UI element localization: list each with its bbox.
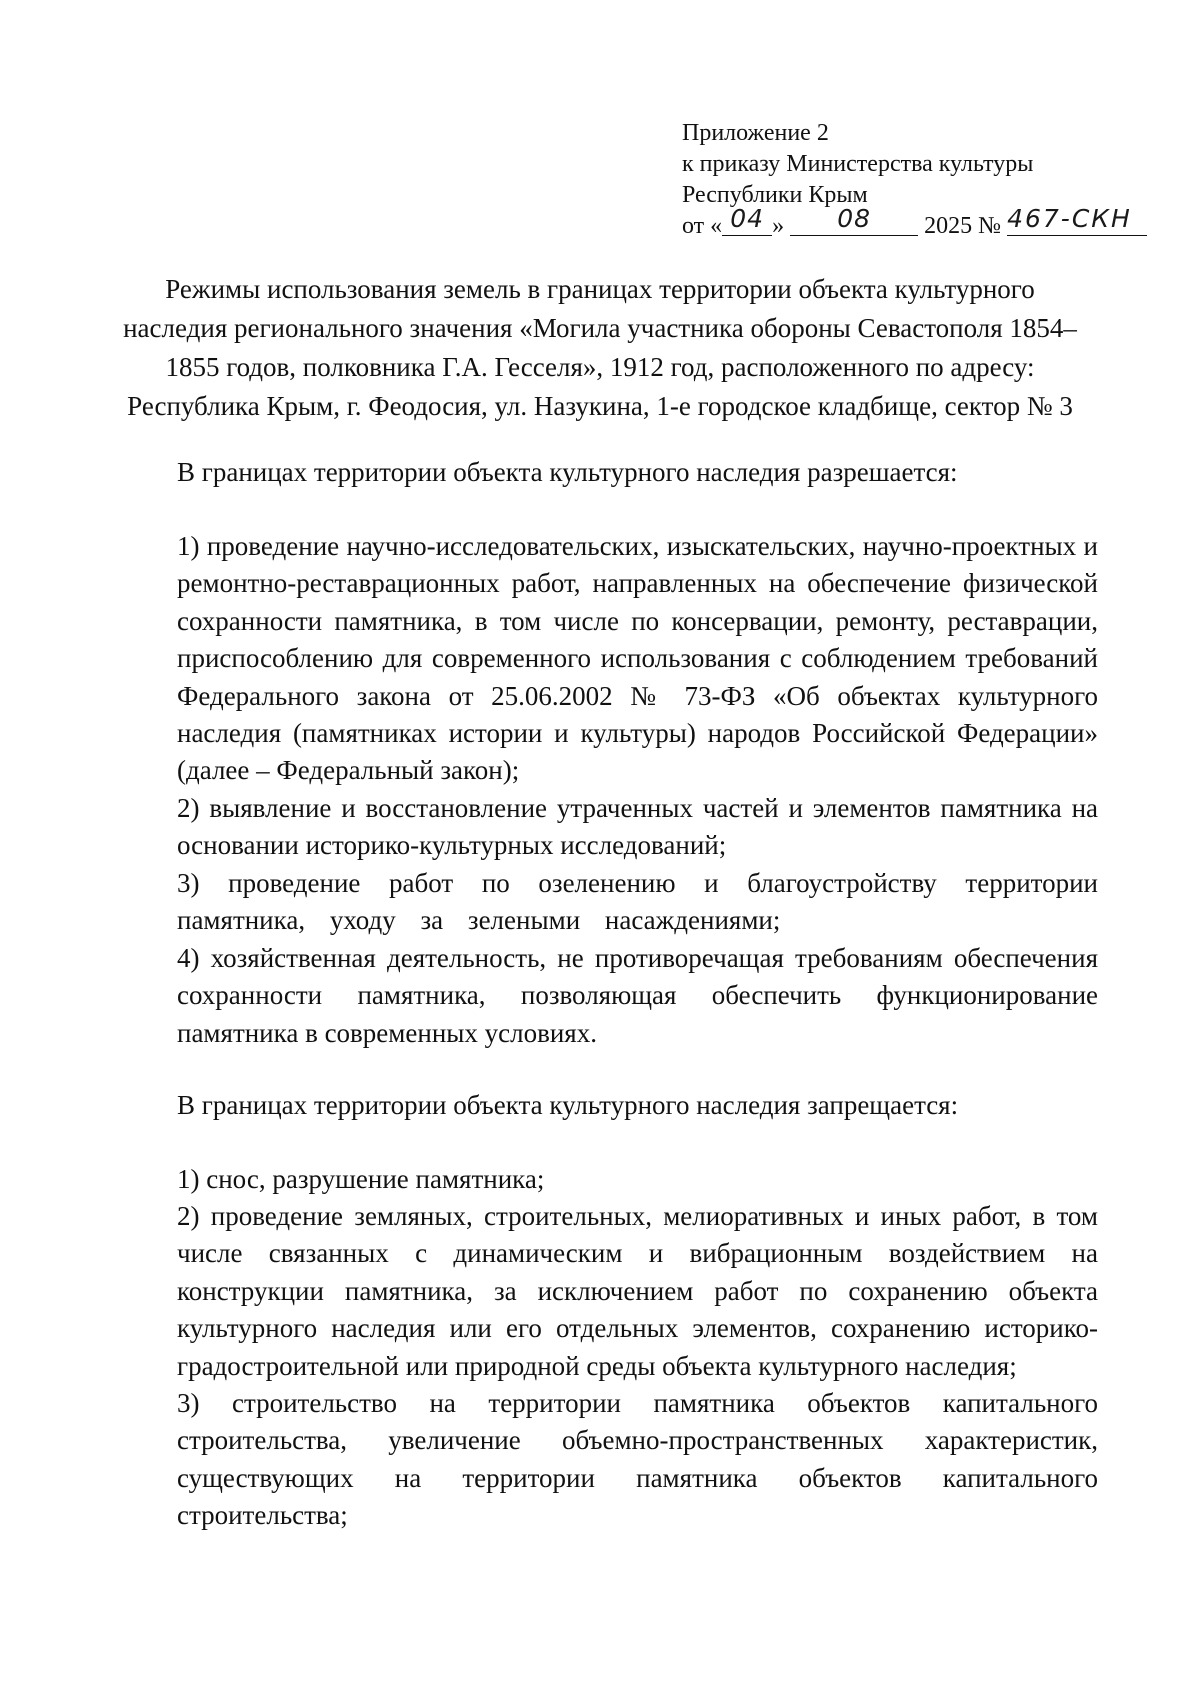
allowed-item-3-text: 3) проведение работ по озеленению и благоустройству территории памятника, уходу за зелеными насаждениями; — [177, 868, 1098, 936]
forbidden-item-2 — [104, 1198, 1098, 1385]
appendix-region: Республики Крым — [682, 182, 868, 208]
allowed-heading: В границах территории объекта культурного наследия разрешается: — [177, 457, 958, 487]
date-year: 2025 № — [924, 213, 1002, 239]
title-line-4: Республика Крым, г. Феодосия, ул. Назукина, 1-е городское кладбище, сектор № 3 — [127, 391, 1073, 421]
document-title — [100, 270, 1100, 426]
allowed-item-2 — [104, 790, 1098, 865]
forbidden-item-3-text: 3) строительство на территории памятника объектов капитального строительства, увеличение объемно-пространственных характеристик, существующих на территории памятника объектов капитального строительства; — [177, 1388, 1098, 1531]
appendix-label: Приложение 2 — [682, 120, 829, 146]
forbidden-item-2-text: 2) проведение земляных, строительных, мелиоративных и иных работ, в том числе связанных с динамическим и вибрационным воздействием на конструкции памятника, за исключением работ по сохранению объекта культурного наследия или его отдельных элементов, сохранению историко-градостроительной или природной среды объекта культурного наследия; — [177, 1201, 1098, 1381]
order-number-handwritten: 467-СКН — [1007, 204, 1132, 233]
allowed-item-1-text: 1) проведение научно-исследовательских, изыскательских, научно-проектных и ремонтно-реставрационных работ, направленных на обеспечение физической сохранности памятника, в том числе по консервации, ремонту, реставрации, приспособлению для современного использования с соблюдением требований Федерального закона от 25.06.2002 № 73-ФЗ «Об объектах культурного наследия (памятниках истории и культуры) народов Российской Федерации» (далее – Федеральный закон); — [177, 531, 1098, 786]
appendix-date-line — [682, 204, 1182, 242]
forbidden-item-1 — [104, 1161, 1098, 1198]
date-day-handwritten: 04 — [730, 204, 765, 233]
forbidden-heading: В границах территории объекта культурного наследия запрещается: — [177, 1090, 959, 1120]
order-number-field — [1007, 204, 1147, 236]
date-day-field — [722, 204, 772, 236]
allowed-item-1 — [104, 528, 1098, 790]
allowed-item-3 — [104, 865, 1098, 940]
title-line-2: наследия регионального значения «Могила участника обороны Севастополя 1854– — [123, 313, 1077, 343]
appendix-block — [682, 118, 1182, 242]
allowed-item-4 — [104, 940, 1098, 1052]
allowed-item-2-text: 2) выявление и восстановление утраченных частей и элементов памятника на основании историко-культурных исследований; — [177, 793, 1098, 861]
date-mid: » — [772, 213, 785, 239]
appendix-order-ref: к приказу Министерства культуры — [682, 151, 1034, 177]
title-line-1: Режимы использования земель в границах территории объекта культурного — [165, 274, 1035, 304]
date-prefix: от « — [682, 213, 723, 239]
allowed-item-4-text: 4) хозяйственная деятельность, не противоречащая требованиям обеспечения сохранности памятника, позволяющая обеспечить функционирование памятника в современных условиях. — [177, 943, 1098, 1048]
date-month-field — [790, 204, 918, 236]
title-line-3: 1855 годов, полковника Г.А. Гесселя», 1912 год, расположенного по адресу: — [165, 352, 1035, 382]
forbidden-item-3 — [104, 1385, 1098, 1535]
date-month-handwritten: 08 — [837, 204, 872, 233]
forbidden-item-1-text: 1) снос, разрушение памятника; — [177, 1164, 545, 1194]
